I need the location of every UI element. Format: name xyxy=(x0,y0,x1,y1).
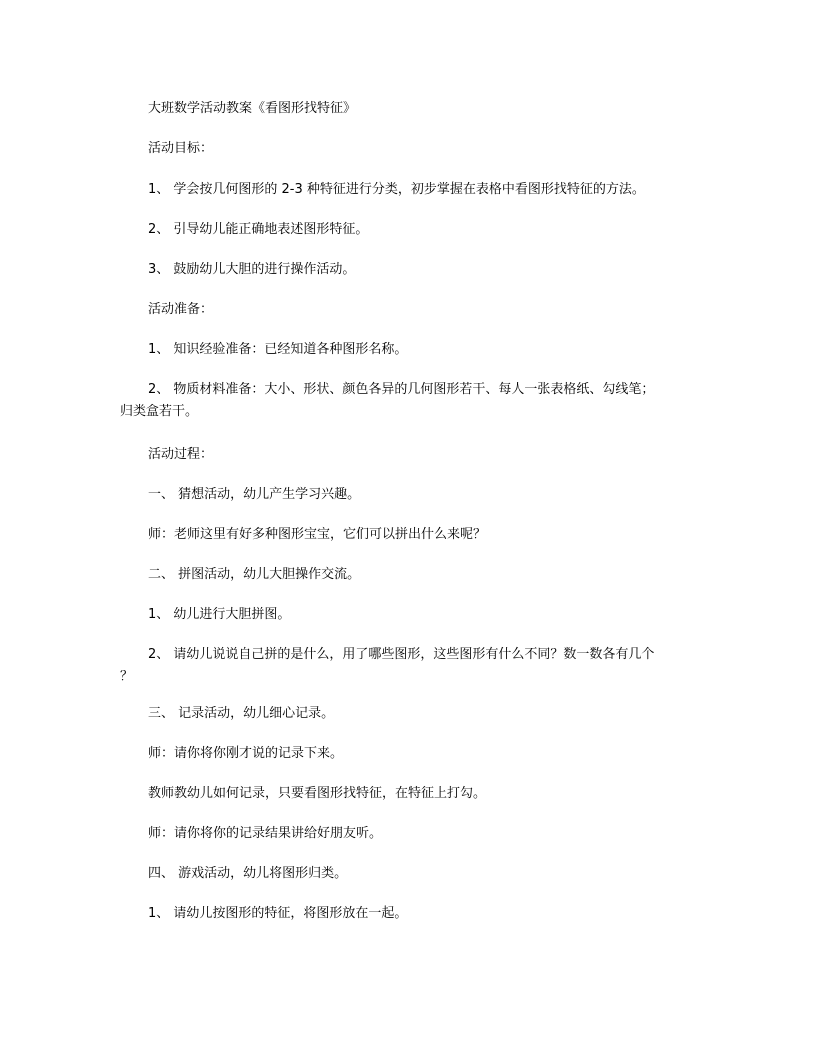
step-3-teacher-line: 师：请你将你刚才说的记录下来。 xyxy=(148,746,344,761)
process-heading: 活动过程： xyxy=(148,447,214,462)
step-1-teacher-line: 师：老师这里有好多种图形宝宝，它们可以拼出什么来呢？ xyxy=(148,527,487,542)
step-2-item-2-line-2: ？ xyxy=(120,669,134,684)
goals-heading: 活动目标： xyxy=(148,141,214,156)
prep-item-2 xyxy=(120,381,696,421)
prep-item-2-line-2: 归类盒若干。 xyxy=(120,404,199,419)
step-1-heading: 一、 猜想活动，幼儿产生学习兴趣。 xyxy=(148,487,361,502)
step-4-heading: 四、 游戏活动，幼儿将图形归类。 xyxy=(148,866,348,881)
prep-item-1: 1、 知识经验准备：已经知道各种图形名称。 xyxy=(148,342,408,357)
document-title: 大班数学活动教案《看图形找特征》 xyxy=(148,101,357,116)
prep-heading: 活动准备： xyxy=(148,302,214,317)
step-2-item-2-line-1: 2、 请幼儿说说自己拼的是什么，用了哪些图形，这些图形有什么不同？数一数各有几个 xyxy=(148,647,655,662)
step-3-teaching-note: 教师教幼儿如何记录，只要看图形找特征，在特征上打勾。 xyxy=(148,786,487,801)
step-3-teacher-line-2: 师：请你将你的记录结果讲给好朋友听。 xyxy=(148,826,383,841)
step-2-heading: 二、 拼图活动，幼儿大胆操作交流。 xyxy=(148,567,361,582)
goal-item-1: 1、 学会按几何图形的 2-3 种特征进行分类，初步掌握在表格中看图形找特征的方法。 xyxy=(148,182,645,197)
step-2-item-2 xyxy=(120,646,696,686)
prep-item-2-line-1: 2、 物质材料准备：大小、形状、颜色各异的几何图形若干、每人一张表格纸、勾线笔； xyxy=(148,382,655,397)
step-4-item-1: 1、 请幼儿按图形的特征，将图形放在一起。 xyxy=(148,906,408,921)
step-2-item-1: 1、 幼儿进行大胆拼图。 xyxy=(148,607,291,622)
goal-item-3: 3、 鼓励幼儿大胆的进行操作活动。 xyxy=(148,262,356,277)
goal-item-2: 2、 引导幼儿能正确地表述图形特征。 xyxy=(148,222,369,237)
step-3-heading: 三、 记录活动，幼儿细心记录。 xyxy=(148,706,335,721)
